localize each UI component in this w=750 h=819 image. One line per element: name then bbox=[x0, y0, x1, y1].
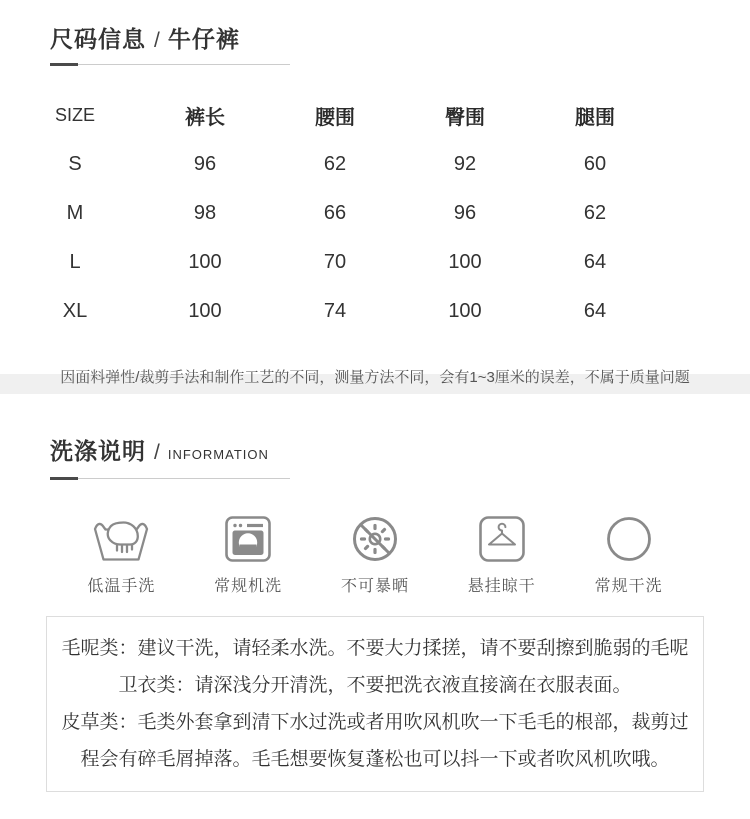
size-label-cell: L bbox=[69, 251, 81, 273]
size-table-header: 腰围 bbox=[315, 106, 355, 129]
size-value-cell: 60 bbox=[583, 153, 607, 175]
care-note: 皮草类：毛类外套拿到清下水过洗或者用吹风机吹一下毛毛的根部，裁剪过程会有碎毛屑掉落。毛毛想要恢复蓬松也可以抖一下或者吹风机吹哦。 bbox=[61, 712, 689, 770]
disclaimer-text: 因面料弹性/裁剪手法和制作工艺的不同，测量方法不同，会有1~3厘米的误差，不属于质量问题 bbox=[60, 369, 690, 386]
size-value-cell: 100 bbox=[188, 300, 222, 322]
wash-section-header bbox=[50, 396, 750, 480]
wash-icon-label: 低温手洗 bbox=[87, 578, 156, 595]
size-table-row bbox=[10, 140, 660, 189]
care-note: 毛呢类：建议干洗，请轻柔水洗。不要大力揉搓，请不要刮擦到脆弱的毛呢 bbox=[61, 638, 689, 659]
size-value-cell: 100 bbox=[448, 251, 482, 273]
wash-item-hand-wash bbox=[60, 512, 182, 596]
wash-item-dry-clean bbox=[568, 512, 690, 596]
product-name: 牛仔裤 bbox=[167, 26, 240, 52]
care-note: 卫衣类：请深浅分开清洗，不要把洗衣液直接滴在衣服表面。 bbox=[118, 675, 632, 696]
title-underline bbox=[50, 476, 290, 480]
wash-icon-label: 常规干洗 bbox=[594, 578, 663, 595]
wash-section-title bbox=[50, 436, 750, 470]
no-sun-icon bbox=[314, 512, 436, 566]
size-value-cell: 100 bbox=[188, 251, 222, 273]
title-underline bbox=[50, 62, 290, 66]
size-value-cell: 98 bbox=[193, 202, 217, 224]
size-value-cell: 64 bbox=[583, 251, 607, 273]
size-table-row bbox=[10, 238, 660, 287]
size-table-header: 臀围 bbox=[445, 106, 485, 129]
hand-wash-icon bbox=[60, 512, 182, 566]
size-table-header: SIZE bbox=[54, 104, 95, 125]
size-label-cell: M bbox=[66, 202, 84, 224]
size-section-title bbox=[50, 24, 750, 56]
size-value-cell: 96 bbox=[453, 202, 477, 224]
underline-light-segment bbox=[78, 64, 290, 65]
wash-item-machine-wash bbox=[187, 512, 309, 596]
wash-item-hang-dry bbox=[441, 512, 563, 596]
size-disclaimer bbox=[0, 360, 750, 396]
underline-dark-segment bbox=[50, 63, 78, 66]
machine-wash-icon bbox=[187, 512, 309, 566]
size-table-header-row bbox=[10, 90, 660, 140]
size-value-cell: 96 bbox=[193, 153, 217, 175]
size-value-cell: 100 bbox=[448, 300, 482, 322]
size-table-row bbox=[10, 287, 660, 336]
wash-item-no-sun bbox=[314, 512, 436, 596]
size-table bbox=[10, 90, 660, 336]
size-value-cell: 66 bbox=[323, 202, 347, 224]
wash-icons-row bbox=[58, 512, 692, 596]
size-value-cell: 62 bbox=[583, 202, 607, 224]
underline-light-segment bbox=[78, 478, 290, 479]
wash-icon-label: 不可暴晒 bbox=[340, 578, 409, 595]
size-section-title-zh: 尺码信息 bbox=[50, 26, 146, 52]
wash-icon-label: 常规机洗 bbox=[214, 578, 283, 595]
size-section-header bbox=[50, 0, 750, 66]
hang-dry-icon bbox=[441, 512, 563, 566]
size-value-cell: 64 bbox=[583, 300, 607, 322]
wash-section-title-zh: 洗涤说明 bbox=[50, 438, 146, 464]
wash-section-subtitle: INFORMATION bbox=[167, 447, 269, 462]
size-table-row bbox=[10, 189, 660, 238]
size-value-cell: 74 bbox=[323, 300, 347, 322]
size-value-cell: 92 bbox=[453, 153, 477, 175]
title-separator: / bbox=[154, 441, 160, 464]
size-table-header: 腿围 bbox=[575, 106, 615, 129]
wash-icon-label: 悬挂晾干 bbox=[467, 578, 536, 595]
size-label-cell: XL bbox=[62, 300, 88, 322]
care-instructions-box bbox=[46, 616, 704, 792]
title-separator: / bbox=[154, 29, 160, 52]
size-label-cell: S bbox=[68, 153, 82, 175]
dry-clean-icon bbox=[568, 512, 690, 566]
underline-dark-segment bbox=[50, 477, 78, 480]
size-value-cell: 62 bbox=[323, 153, 347, 175]
size-value-cell: 70 bbox=[323, 251, 347, 273]
size-table-header: 裤长 bbox=[185, 106, 225, 129]
